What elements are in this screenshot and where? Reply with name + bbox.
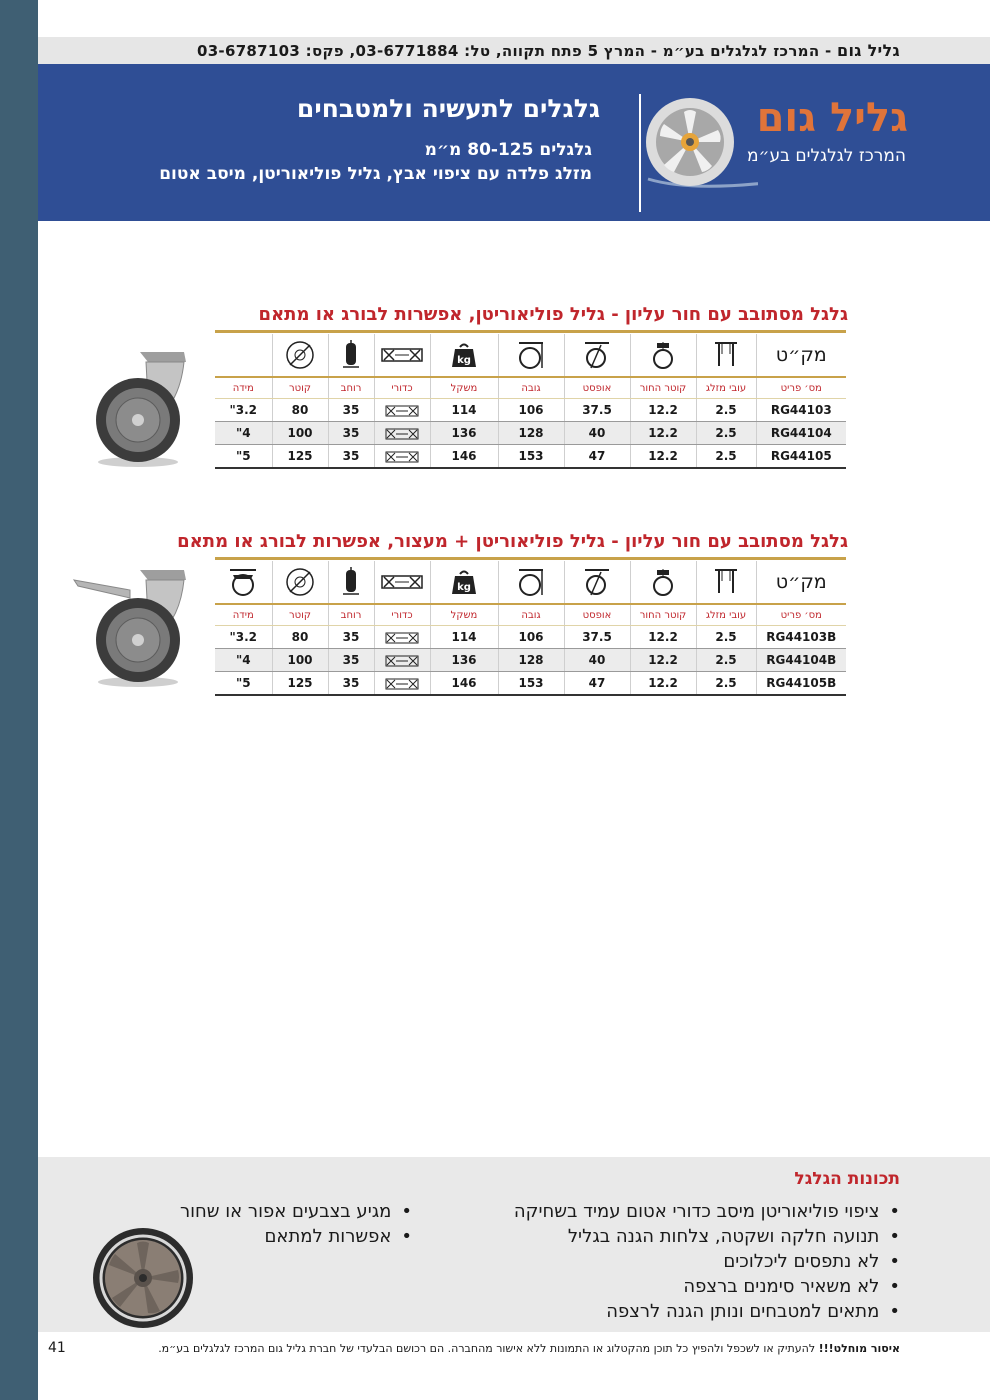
mkt-label: מק״ט: [775, 571, 827, 593]
copyright-warning: איסור מוחלט!!!: [818, 1342, 900, 1355]
swivel-castor-image: [88, 340, 200, 470]
section-rule-1: [215, 330, 846, 333]
col-label-item: מס׳ פריט: [756, 604, 846, 626]
cell-offset: 40: [564, 649, 630, 672]
list-item: • אפשרות למתאם: [180, 1224, 412, 1249]
cell-width: 35: [328, 422, 374, 445]
cell-size: 5": [215, 672, 272, 696]
col-label-fork: עובי מזלג: [696, 377, 756, 399]
wheel-logo-icon: [638, 94, 758, 194]
cell-offset: 47: [564, 445, 630, 469]
cell-diameter: 100: [272, 649, 328, 672]
contact-bar: [38, 37, 990, 64]
ball-bearing-icon: [381, 347, 423, 363]
cell-hole: 12.2: [630, 672, 696, 696]
col-label-hole: קוטר החור: [630, 377, 696, 399]
cell-diameter: 125: [272, 672, 328, 696]
cell-weight: 146: [430, 672, 498, 696]
cell-fork: 2.5: [696, 445, 756, 469]
brake-icon: [227, 567, 259, 597]
col-label-diameter: קוטר: [272, 377, 328, 399]
weight-kg-icon: [450, 568, 478, 596]
contact-details: - המרכז לגלגלים בע״מ - המרץ 5 פתח תקווה, טל: 03-6771884, פקס: 03-6787103: [196, 42, 838, 60]
page-subtitle-sizes: גלגלים 80-125 מ״מ: [424, 140, 592, 160]
cell-item: RG44105: [756, 445, 846, 469]
col-label-offset: אופסט: [564, 377, 630, 399]
cell-item: RG44104B: [756, 649, 846, 672]
table-row: [215, 649, 846, 672]
mkt-header: [756, 334, 846, 377]
col-label-bearing: כדורי: [374, 604, 430, 626]
col-label-size: מידה: [215, 604, 272, 626]
features-panel: [38, 1157, 990, 1332]
cell-hole: 12.2: [630, 649, 696, 672]
spec-table-1: [215, 334, 846, 469]
table-row: [215, 399, 846, 422]
cell-width: 35: [328, 399, 374, 422]
contact-brand: גליל גום: [837, 41, 900, 60]
list-item: • מגיע בצבעים אפור או שחור: [180, 1199, 412, 1224]
cell-fork: 2.5: [696, 422, 756, 445]
features-list-extra: [180, 1199, 412, 1249]
cell-weight: 114: [430, 626, 498, 649]
table-row: [215, 422, 846, 445]
mkt-label: מק״ט: [775, 344, 827, 366]
col-label-item: מס׳ פריט: [756, 377, 846, 399]
cell-width: 35: [328, 626, 374, 649]
cell-width: 35: [328, 672, 374, 696]
side-strip: [0, 0, 38, 1400]
cell-weight: 114: [430, 399, 498, 422]
list-item: • לא משאיר סימנים ברצפה: [514, 1274, 900, 1299]
cell-hole: 12.2: [630, 399, 696, 422]
col-label-bearing: כדורי: [374, 377, 430, 399]
cell-width: 35: [328, 649, 374, 672]
table-row: [215, 672, 846, 696]
cell-fork: 2.5: [696, 626, 756, 649]
list-item: • לא נתפסים ליכלוכים: [514, 1249, 900, 1274]
section-title-2: גלגל מסתובב עם חור עליון - גליל פוליאוריטן + מעצור, אפשרות לבורג או מתאם: [177, 531, 848, 552]
cell-item: RG44103B: [756, 626, 846, 649]
cell-size: 3.2": [215, 626, 272, 649]
section-rule-2: [215, 557, 846, 560]
cell-item: RG44104: [756, 422, 846, 445]
company-logo: [638, 94, 908, 194]
cell-offset: 37.5: [564, 399, 630, 422]
cell-size: 5": [215, 445, 272, 469]
ball-bearing-icon: [385, 632, 419, 644]
cell-offset: 47: [564, 672, 630, 696]
offset-icon: [582, 567, 612, 597]
features-title: תכונות הגלגל: [794, 1169, 900, 1189]
cell-diameter: 80: [272, 626, 328, 649]
cell-item: RG44103: [756, 399, 846, 422]
cell-weight: 136: [430, 422, 498, 445]
spec-table-2: [215, 561, 846, 696]
cell-height: 128: [498, 422, 564, 445]
wheel-side-image: [90, 1225, 196, 1331]
ball-bearing-icon: [385, 655, 419, 667]
weight-kg-icon: [450, 341, 478, 369]
cell-fork: 2.5: [696, 399, 756, 422]
logo-tagline: המרכז לגלגלים בע״מ: [747, 146, 906, 166]
diameter-icon: [284, 339, 316, 371]
height-icon: [516, 340, 546, 370]
cell-weight: 136: [430, 649, 498, 672]
cell-hole: 12.2: [630, 422, 696, 445]
swivel-castor-brake-image: [70, 560, 200, 690]
col-label-height: גובה: [498, 604, 564, 626]
width-icon: [341, 339, 361, 371]
col-label-offset: אופסט: [564, 604, 630, 626]
page-footer: [38, 1332, 990, 1366]
copyright-notice: [158, 1342, 900, 1355]
col-label-size: מידה: [215, 377, 272, 399]
table-row: [215, 445, 846, 469]
offset-icon: [582, 340, 612, 370]
kg-label: kg: [457, 355, 471, 366]
ball-bearing-icon: [385, 678, 419, 690]
cell-height: 153: [498, 672, 564, 696]
col-label-height: גובה: [498, 377, 564, 399]
ball-bearing-icon: [385, 451, 419, 463]
hole-diameter-icon: [648, 340, 678, 370]
list-item: • מתאים למטבחים ונותן הגנה לרצפה: [514, 1299, 900, 1324]
page-header: [38, 64, 990, 221]
cell-offset: 40: [564, 422, 630, 445]
cell-height: 106: [498, 399, 564, 422]
cell-width: 35: [328, 445, 374, 469]
size-icon-cell: [215, 334, 272, 377]
cell-fork: 2.5: [696, 649, 756, 672]
cell-offset: 37.5: [564, 626, 630, 649]
cell-size: 4": [215, 422, 272, 445]
width-icon: [341, 566, 361, 598]
col-label-hole: קוטר החור: [630, 604, 696, 626]
height-icon: [516, 567, 546, 597]
kg-label: kg: [457, 582, 471, 593]
list-item: • ציפוי פוליאוריטן מיסב כדורי אטום עמיד בשחיקה: [514, 1199, 900, 1224]
fork-thickness-icon: [712, 567, 740, 597]
col-label-weight: משקל: [430, 604, 498, 626]
cell-fork: 2.5: [696, 672, 756, 696]
page-subtitle-specs: מזלג פלדה עם ציפוי אבץ, גליל פוליאוריטן, מיסב אטום: [159, 164, 592, 184]
col-label-width: רוחב: [328, 377, 374, 399]
ball-bearing-icon: [385, 428, 419, 440]
col-label-width: רוחב: [328, 604, 374, 626]
cell-item: RG44105B: [756, 672, 846, 696]
diameter-icon: [284, 566, 316, 598]
hole-diameter-icon: [648, 567, 678, 597]
copyright-text: להעתיק או לשכפל ולהפיץ כל תוכן מהקטלוג או התמונות ללא אישור מהחברה. הם רכושם הבלעדי של חברת גליל גום המרכז לגלגלים בע״מ.: [158, 1342, 819, 1355]
fork-thickness-icon: [712, 340, 740, 370]
logo-name: גליל גום: [756, 95, 908, 141]
header-divider: [639, 94, 641, 212]
col-label-fork: עובי מזלג: [696, 604, 756, 626]
cell-height: 153: [498, 445, 564, 469]
page-title: גלגלים לתעשיה ולמטבחים: [296, 94, 600, 123]
mkt-header: [756, 561, 846, 604]
ball-bearing-icon: [381, 574, 423, 590]
cell-size: 3.2": [215, 399, 272, 422]
page-number: 41: [48, 1340, 66, 1356]
cell-hole: 12.2: [630, 445, 696, 469]
col-label-weight: משקל: [430, 377, 498, 399]
cell-weight: 146: [430, 445, 498, 469]
cell-size: 4": [215, 649, 272, 672]
cell-diameter: 125: [272, 445, 328, 469]
cell-height: 106: [498, 626, 564, 649]
col-label-diameter: קוטר: [272, 604, 328, 626]
table-row: [215, 626, 846, 649]
features-list-main: [514, 1199, 900, 1324]
section-title-1: גלגל מסתובב עם חור עליון - גליל פוליאוריטן, אפשרות לבורג או מתאם: [258, 304, 848, 325]
list-item: • תנועה חלקה ושקטה, צלחות הגנה בגליל: [514, 1224, 900, 1249]
cell-diameter: 80: [272, 399, 328, 422]
cell-hole: 12.2: [630, 626, 696, 649]
ball-bearing-icon: [385, 405, 419, 417]
cell-diameter: 100: [272, 422, 328, 445]
cell-height: 128: [498, 649, 564, 672]
